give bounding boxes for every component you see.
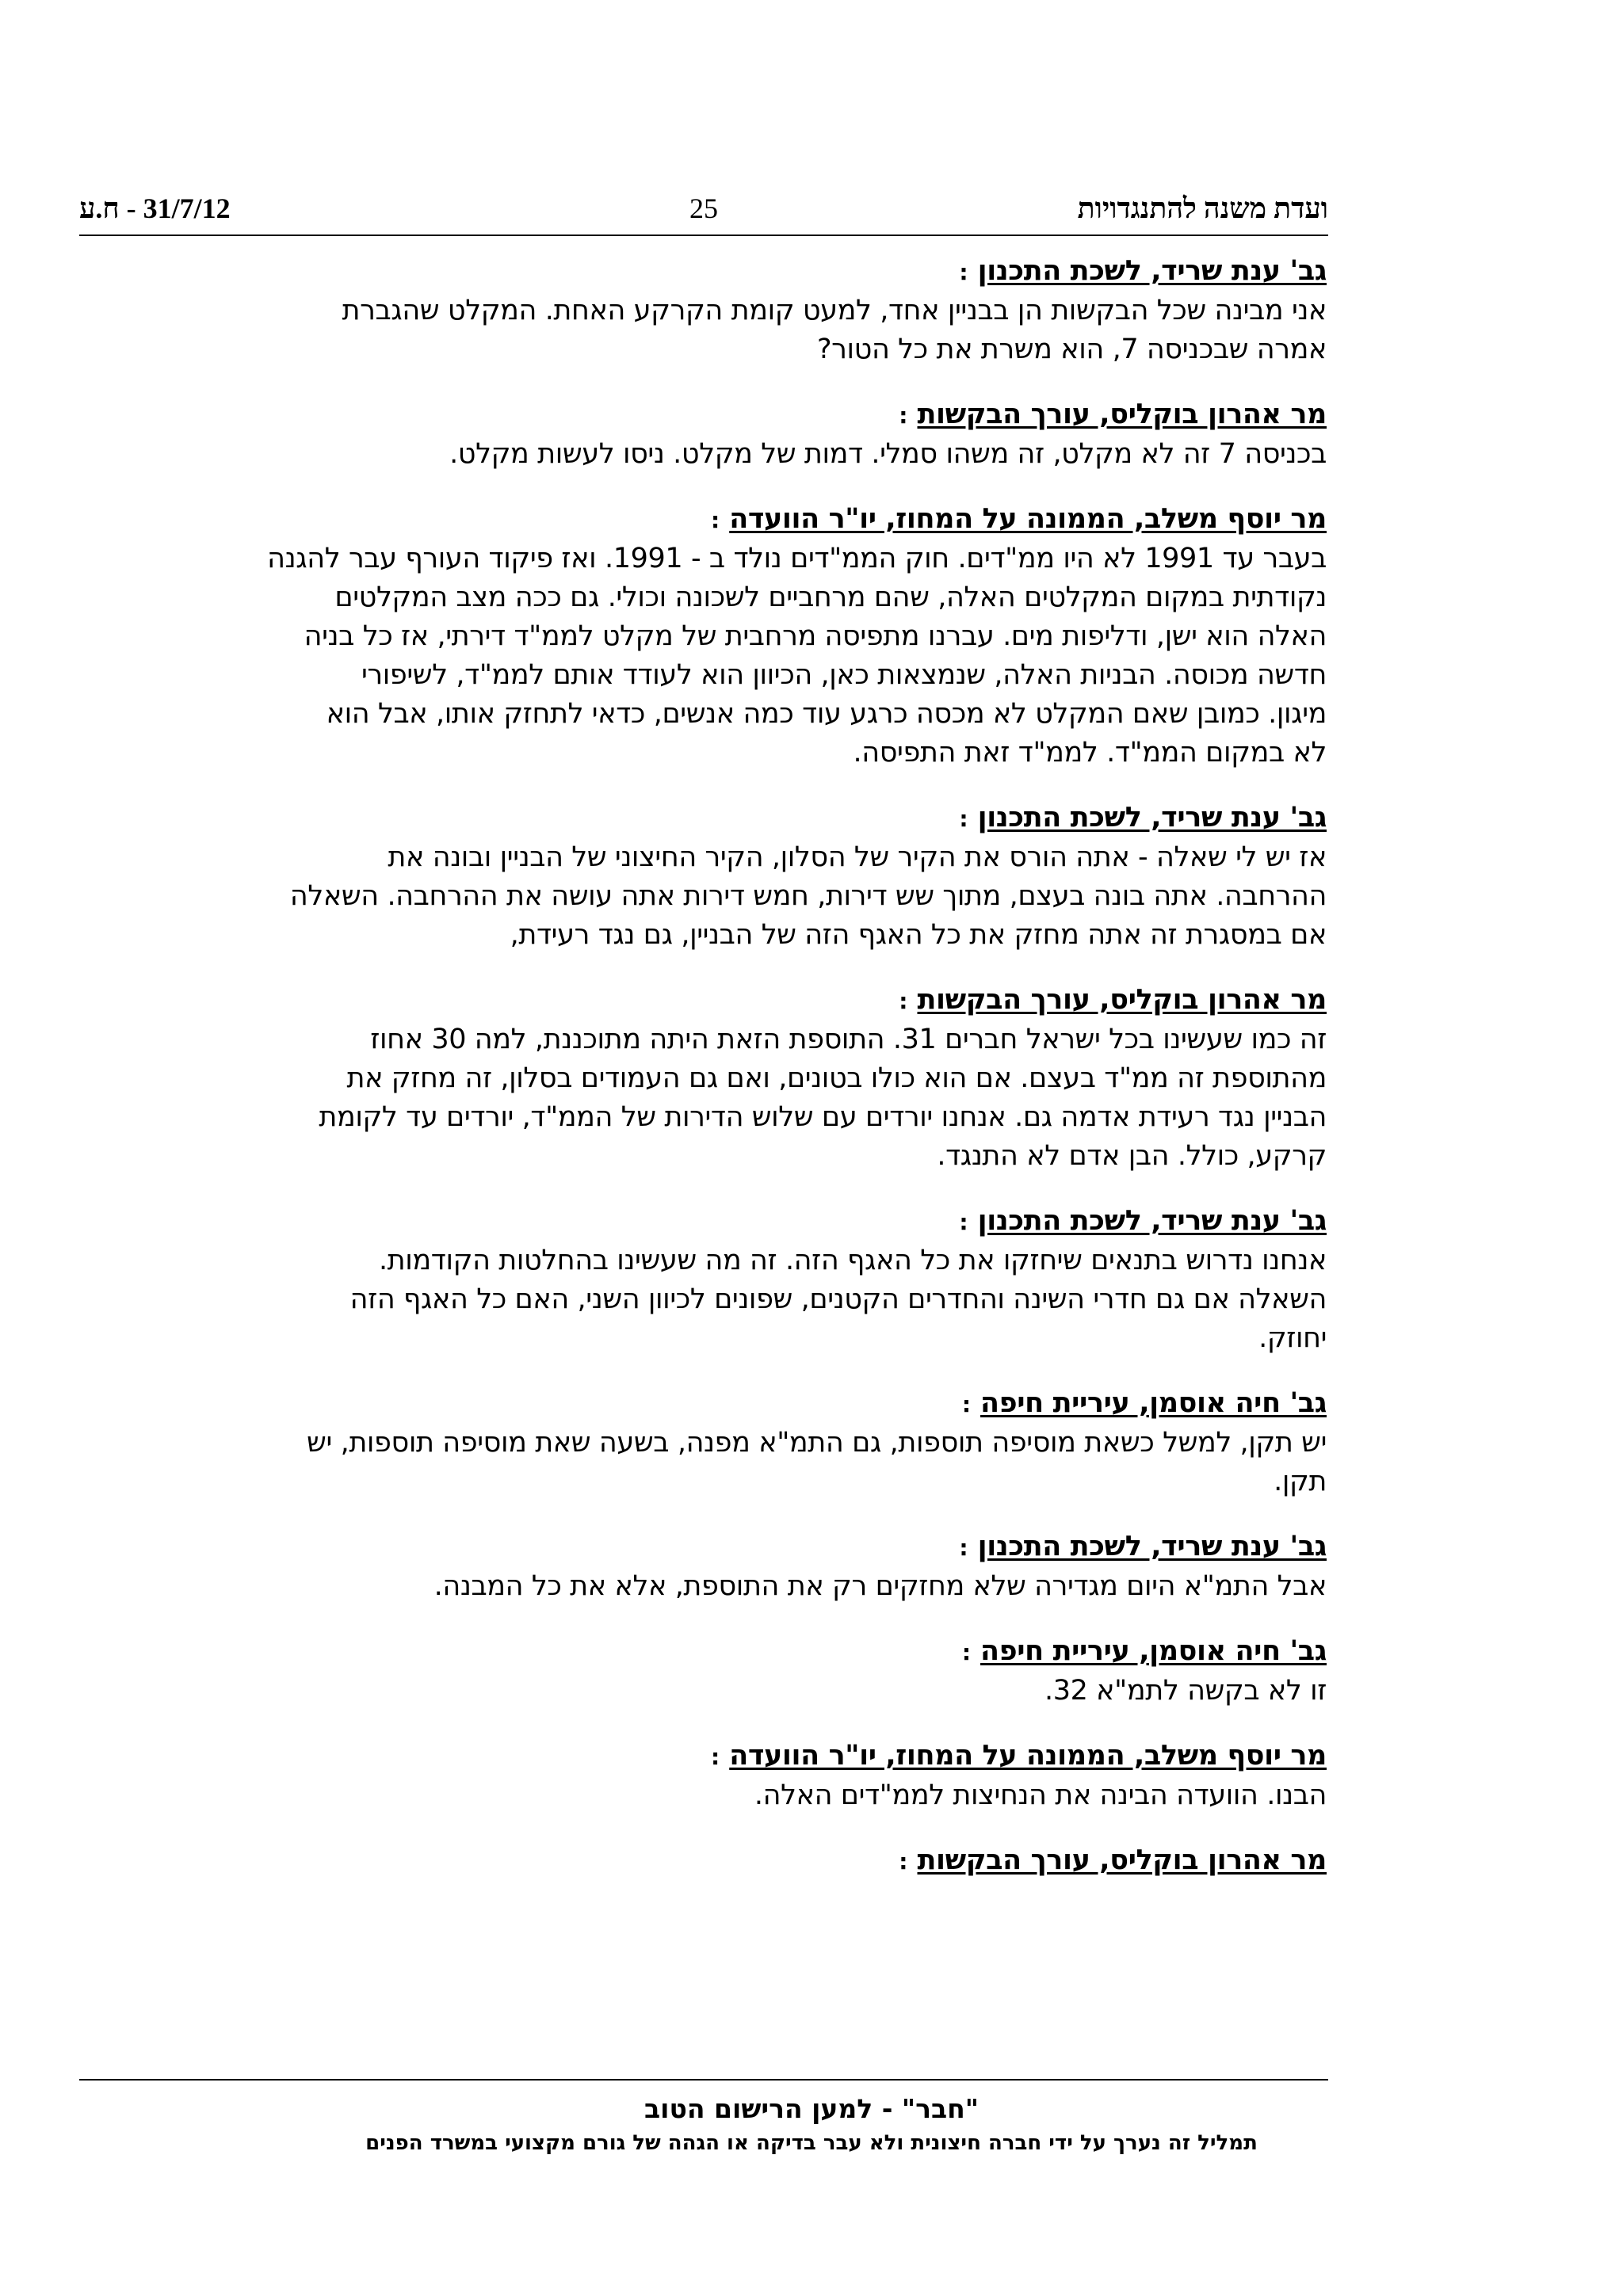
speaker-line [76, 1737, 1327, 1776]
speaker-colon: : [899, 402, 908, 429]
speaker-colon: : [959, 1535, 968, 1561]
speech-line: אם במסגרת זה אתה מחזק את כל האגף הזה של הבניין, גם נגד רעידת, [510, 919, 1327, 951]
speaker-colon: : [711, 507, 720, 533]
speaker-turn [76, 1737, 1327, 1815]
speech-line: הבניין נגד רעידת אדמה גם. אנחנו יורדים עם שלוש הדירות של הממ"ד, יורדים עד לקומת [319, 1101, 1327, 1133]
speaker-colon: : [899, 1848, 908, 1875]
speech-line: אבל התמ"א היום מגדירה שלא מחזקים רק את התוספת, אלא את כל המבנה. [433, 1570, 1327, 1602]
footer-divider [79, 2079, 1328, 2081]
speech-line: ההרחבה. אתה בונה בעצם, מתוך שש דירות, חמש דירות אתה עושה את ההרחבה. השאלה [289, 880, 1327, 912]
speaker-turn [76, 1841, 1327, 1881]
speech-line: תקן. [1274, 1466, 1327, 1497]
speaker-line [76, 500, 1327, 540]
speaker-name: גב' חיה אוסמן, עיריית חיפה [980, 1635, 1327, 1667]
speaker-name: גב' ענת שריד, לשכת התכנון [977, 1205, 1327, 1237]
speaker-colon: : [959, 1209, 968, 1235]
speech-line: לא במקום הממ"ד. לממ"ד זאת התפיסה. [853, 737, 1327, 769]
speaker-name: גב' ענת שריד, לשכת התכנון [977, 802, 1327, 833]
speech-line: אני מבינה שכל הבקשות הן בבניין אחד, למעט קומת הקרקע האחת. המקלט שהגברת [342, 295, 1327, 326]
speaker-turn [76, 1384, 1327, 1501]
speaker-turn [76, 1632, 1327, 1711]
speaker-line [76, 1202, 1327, 1241]
speech-line: אנחנו נדרוש בתנאים שיחזקו את כל האגף הזה. זה מה שעשינו בהחלטות הקודמות. [378, 1245, 1327, 1276]
speech-line: זה כמו שעשינו בכל ישראל חברים 31. התוספת הזאת היתה מתוכננת, למה 30 אחוז [370, 1024, 1327, 1055]
speech-line: אז יש לי שאלה - אתה הורס את הקיר של הסלון, הקיר החיצוני של הבניין ובונה את [388, 841, 1327, 873]
speaker-name: מר אהרון בוקליס, עורך הבקשות [917, 399, 1327, 430]
speaker-colon: : [899, 988, 908, 1014]
speech-line: נקודתית במקום המקלטים האלה, שהם מרחביים לשכונה וכולי. גם ככה מצב המקלטים [334, 582, 1327, 613]
speaker-name: מר יוסף משלב, הממונה על המחוז, יו"ר הוועדה [729, 1740, 1327, 1772]
speaker-name: מר אהרון בוקליס, עורך הבקשות [917, 984, 1327, 1016]
page-number: 25 [689, 193, 718, 224]
speaker-line [76, 1384, 1327, 1424]
transcript-body [76, 252, 1327, 1907]
speech-line: בכניסה 7 זה לא מקלט, זה משהו סמלי. דמות של מקלט. ניסו לעשות מקלט. [449, 438, 1327, 470]
speaker-colon: : [961, 1639, 972, 1665]
speaker-line [76, 1527, 1327, 1567]
speech-line: מיגון. כמובן שאם המקלט לא מכסה כרגע עוד כמה אנשים, כדאי לתחזק אותו, אבל הוא [326, 698, 1327, 730]
speaker-name: גב' ענת שריד, לשכת התכנון [977, 1531, 1327, 1562]
speech-line: קרקע, כולל. הבן אדם לא התנגד. [937, 1140, 1327, 1172]
speaker-line [76, 1632, 1327, 1672]
speech-line: חדשה מכוסה. הבניות האלה, שנמצאות כאן, הכיוון הוא לעודד אותם לממ"ד, לשיפורי [361, 659, 1327, 691]
speaker-line [76, 799, 1327, 838]
speaker-line [76, 395, 1327, 435]
speaker-name: גב' חיה אוסמן, עיריית חיפה [980, 1387, 1327, 1419]
speaker-name: מר יוסף משלב, הממונה על המחוז, יו"ר הוועדה [729, 503, 1327, 535]
speech-line: יחוזק. [1258, 1322, 1327, 1354]
page-header [79, 192, 1328, 236]
speech-line: האלה הוא ישן, ודליפות מים. עברנו מתפיסה מרחבית של מקלט לממ"ד דירתי, אז כל בניה [304, 620, 1327, 652]
speech-line: אמרה שבכניסה 7, הוא משרת את כל הטור? [817, 334, 1327, 365]
speaker-turn [76, 252, 1327, 369]
speaker-colon: : [959, 259, 968, 285]
speaker-line [76, 1841, 1327, 1881]
speech-line: יש תקן, למשל כשאת מוסיפה תוספות, גם התמ"א מפנה, בשעה שאת מוסיפה תוספות, יש [307, 1427, 1327, 1459]
session-date: 31/7/12 - ח.ע [79, 193, 231, 224]
footer-disclaimer: תמליל זה נערך על ידי חברה חיצונית ולא עבר בדיקה או הגהה של גורם מקצועי במשרד הפנים [365, 2131, 1258, 2155]
speaker-turn [76, 395, 1327, 474]
speech-line: השאלה אם גם חדרי השינה והחדרים הקטנים, שפונים לכיוון השני, האם כל האגף הזה [349, 1283, 1327, 1315]
speaker-turn [76, 1202, 1327, 1358]
committee-title: ועדת משנה להתנגדויות [1077, 193, 1328, 224]
speech-line: זו לא בקשה לתמ"א 32. [1044, 1675, 1327, 1707]
speaker-colon: : [961, 1391, 972, 1417]
speaker-turn [76, 981, 1327, 1176]
speaker-name: גב' ענת שריד, לשכת התכנון [977, 255, 1327, 287]
speech-line: הבנו. הוועדה הבינה את הנחיצות לממ"דים האלה. [754, 1779, 1327, 1811]
speaker-name: מר אהרון בוקליס, עורך הבקשות [917, 1844, 1327, 1876]
speaker-line [76, 252, 1327, 292]
speaker-line [76, 981, 1327, 1020]
speaker-turn [76, 799, 1327, 955]
speaker-turn [76, 1527, 1327, 1606]
speech-line: מהתוספת זה ממ"ד בעצם. אם הוא כולו בטונים, ואם גם העמודים בסלון, זה מחזק את [346, 1062, 1327, 1094]
speaker-turn [76, 500, 1327, 772]
speaker-colon: : [959, 806, 968, 832]
speaker-colon: : [711, 1744, 720, 1770]
speech-line: בעבר עד 1991 לא היו ממ"דים. חוק הממ"דים נולד ב - 1991. ואז פיקוד העורף עבר להגנה [267, 543, 1327, 574]
footer-title: "חבר" - למען הרישום הטוב [644, 2093, 979, 2124]
